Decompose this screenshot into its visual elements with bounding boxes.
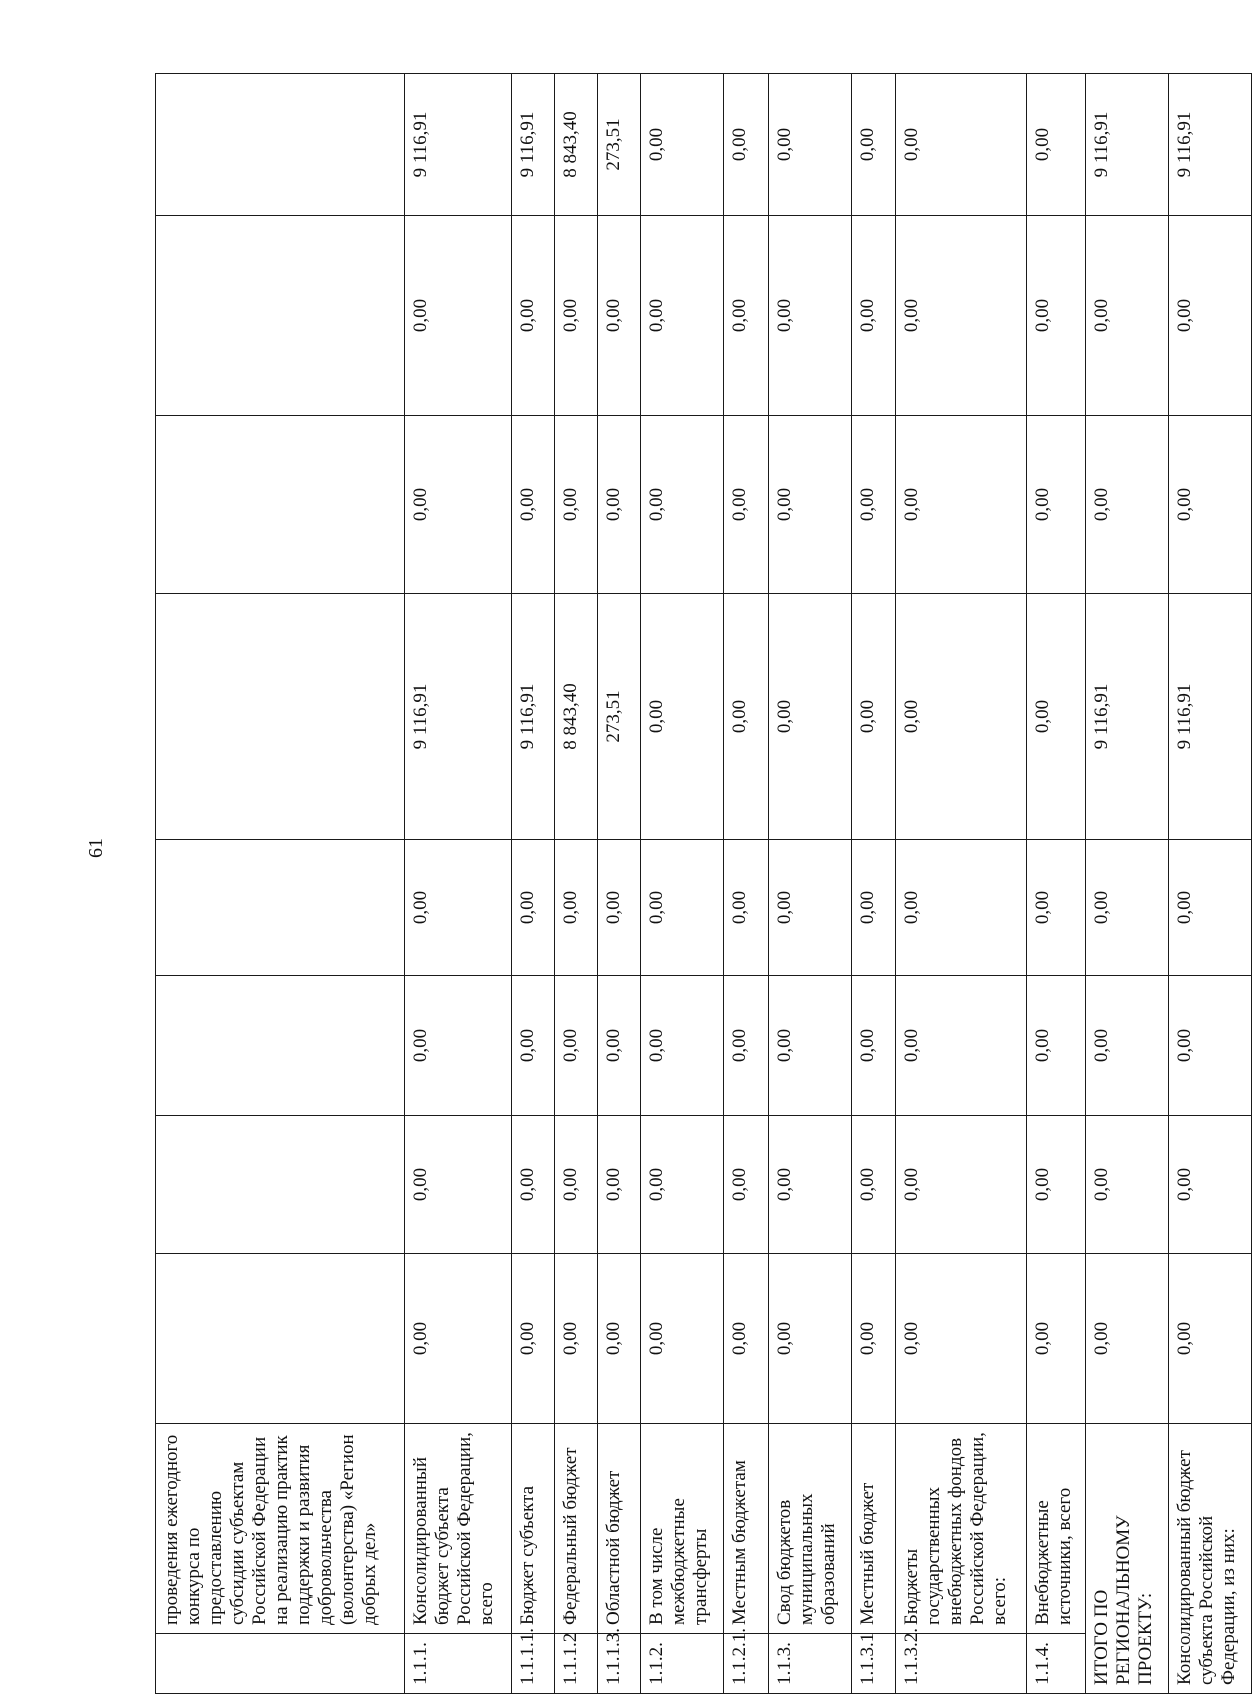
value-cell: 0,00 [511,1254,554,1424]
value-cell: 8 843,40 [554,74,597,216]
table-row [852,74,896,1694]
value-cell: 0,00 [597,976,640,1116]
value-cell: 0,00 [1085,1254,1168,1424]
value-cell: 0,00 [554,840,597,976]
row-code: 1.1.3. [769,1634,852,1694]
value-cell: 0,00 [640,840,723,976]
value-cell: 0,00 [1026,1116,1085,1254]
table-row [597,74,640,1694]
value-cell: 0,00 [1026,840,1085,976]
value-cell: 0,00 [640,74,723,216]
value-cell: 0,00 [769,594,852,840]
value-cell: 0,00 [723,1116,768,1254]
value-cell: 0,00 [640,1116,723,1254]
value-cell: 0,00 [1168,216,1251,416]
value-cell: 0,00 [597,1254,640,1424]
row-name: Федеральный бюджет [554,1424,597,1634]
value-cell: 0,00 [723,216,768,416]
value-cell: 0,00 [1168,840,1251,976]
table-row [896,74,1026,1694]
value-cell: 0,00 [723,74,768,216]
value-cell: 0,00 [852,840,896,976]
value-cell: 0,00 [511,416,554,594]
value-cell: 0,00 [554,1254,597,1424]
value-cell: 0,00 [511,840,554,976]
value-cell: 0,00 [554,1116,597,1254]
value-cell: 0,00 [852,416,896,594]
value-cell: 0,00 [1026,74,1085,216]
value-cell: 0,00 [723,1254,768,1424]
row-code: 1.1.1.3. [597,1634,640,1694]
value-cell: 0,00 [1085,976,1168,1116]
table-row [723,74,768,1694]
value-cell [156,594,405,840]
value-cell: 0,00 [1026,1254,1085,1424]
value-cell: 0,00 [769,1254,852,1424]
value-cell [156,74,405,216]
row-name: Консолидированный бюджет субъекта Российской Федерации, всего [404,1424,511,1634]
value-cell: 0,00 [769,416,852,594]
row-name: Бюджет субъекта [511,1424,554,1634]
value-cell: 0,00 [597,1116,640,1254]
value-cell: 0,00 [1168,1254,1251,1424]
value-cell: 0,00 [511,1116,554,1254]
value-cell: 0,00 [554,216,597,416]
value-cell: 0,00 [1168,416,1251,594]
value-cell [156,840,405,976]
value-cell: 0,00 [554,976,597,1116]
page-number: 61 [85,838,107,858]
value-cell: 0,00 [1085,416,1168,594]
table-row [640,74,723,1694]
value-cell: 0,00 [1026,594,1085,840]
row-name: В том числе межбюджетные трансферты [640,1424,723,1634]
value-cell: 0,00 [1085,840,1168,976]
table-row [1168,74,1251,1694]
row-code: 1.1.3.2. [896,1634,1026,1694]
value-cell: 9 116,91 [1168,74,1251,216]
value-cell: 0,00 [896,1254,1026,1424]
budget-table [155,73,1252,1694]
value-cell: 0,00 [896,216,1026,416]
value-cell: 0,00 [1026,976,1085,1116]
value-cell: 0,00 [769,976,852,1116]
value-cell [156,1254,405,1424]
value-cell: 0,00 [1026,216,1085,416]
value-cell: 8 843,40 [554,594,597,840]
value-cell: 273,51 [597,74,640,216]
value-cell: 9 116,91 [404,74,511,216]
row-code [156,1634,405,1694]
value-cell: 0,00 [896,594,1026,840]
row-name: Областной бюджет [597,1424,640,1634]
row-name: Местным бюджетам [723,1424,768,1634]
row-code: 1.1.2. [640,1634,723,1694]
consolidated-label: Консолидированный бюджет субъекта Российской Федерации, из них: [1168,1424,1251,1694]
value-cell: 0,00 [1168,976,1251,1116]
value-cell: 0,00 [511,216,554,416]
value-cell: 0,00 [723,416,768,594]
value-cell: 0,00 [852,216,896,416]
value-cell: 0,00 [852,976,896,1116]
value-cell: 0,00 [1168,1116,1251,1254]
value-cell: 0,00 [640,976,723,1116]
value-cell: 9 116,91 [511,594,554,840]
table-row [1085,74,1168,1694]
value-cell: 0,00 [852,594,896,840]
row-name: Местный бюджет [852,1424,896,1634]
value-cell: 0,00 [896,976,1026,1116]
value-cell [156,976,405,1116]
value-cell: 0,00 [640,416,723,594]
value-cell: 0,00 [511,976,554,1116]
value-cell: 0,00 [554,416,597,594]
value-cell: 273,51 [597,594,640,840]
value-cell: 0,00 [404,840,511,976]
table-row [404,74,511,1694]
value-cell: 0,00 [597,416,640,594]
value-cell: 0,00 [640,594,723,840]
total-label: ИТОГО ПО РЕГИОНАЛЬНОМУ ПРОЕКТУ: [1085,1424,1168,1694]
value-cell: 0,00 [896,74,1026,216]
rotated-table-wrapper [155,74,1252,1694]
value-cell: 0,00 [852,1116,896,1254]
value-cell: 0,00 [723,840,768,976]
table-row [511,74,554,1694]
value-cell: 9 116,91 [1085,74,1168,216]
row-name: Свод бюджетов муниципальных образований [769,1424,852,1634]
value-cell: 0,00 [896,840,1026,976]
row-code: 1.1.3.1 [852,1634,896,1694]
row-code: 1.1.1.2 [554,1634,597,1694]
table-row [1026,74,1085,1694]
row-code: 1.1.1. [404,1634,511,1694]
value-cell [156,1116,405,1254]
table-row [769,74,852,1694]
value-cell: 0,00 [640,216,723,416]
value-cell: 0,00 [404,216,511,416]
value-cell: 0,00 [1085,216,1168,416]
value-cell: 0,00 [597,840,640,976]
value-cell: 0,00 [404,1254,511,1424]
value-cell: 9 116,91 [1085,594,1168,840]
row-name: Внебюджетные источники, всего [1026,1424,1085,1634]
value-cell: 9 116,91 [404,594,511,840]
value-cell [156,416,405,594]
value-cell: 9 116,91 [511,74,554,216]
value-cell: 0,00 [896,1116,1026,1254]
value-cell: 0,00 [404,976,511,1116]
row-code: 1.1.4. [1026,1634,1085,1694]
value-cell: 0,00 [404,416,511,594]
value-cell: 0,00 [404,1116,511,1254]
row-code: 1.1.1.1. [511,1634,554,1694]
value-cell: 0,00 [852,1254,896,1424]
value-cell: 0,00 [1026,416,1085,594]
table-row [554,74,597,1694]
value-cell: 9 116,91 [1168,594,1251,840]
value-cell: 0,00 [597,216,640,416]
value-cell: 0,00 [640,1254,723,1424]
value-cell: 0,00 [852,74,896,216]
value-cell [156,216,405,416]
value-cell: 0,00 [723,976,768,1116]
row-name: проведения ежегодного конкурса по предоставлению субсидии субъектам Российской Федерации на реализацию практик поддержки и развития добровольчества (волонтерства) «Регион добрых дел» [156,1424,405,1634]
value-cell: 0,00 [723,594,768,840]
value-cell: 0,00 [769,1116,852,1254]
table-row [156,74,405,1694]
value-cell: 0,00 [769,840,852,976]
row-code: 1.1.2.1. [723,1634,768,1694]
value-cell: 0,00 [1085,1116,1168,1254]
row-name: Бюджеты государственных внебюджетных фондов Российской Федерации, всего: [896,1424,1026,1634]
value-cell: 0,00 [896,416,1026,594]
value-cell: 0,00 [769,74,852,216]
value-cell: 0,00 [769,216,852,416]
